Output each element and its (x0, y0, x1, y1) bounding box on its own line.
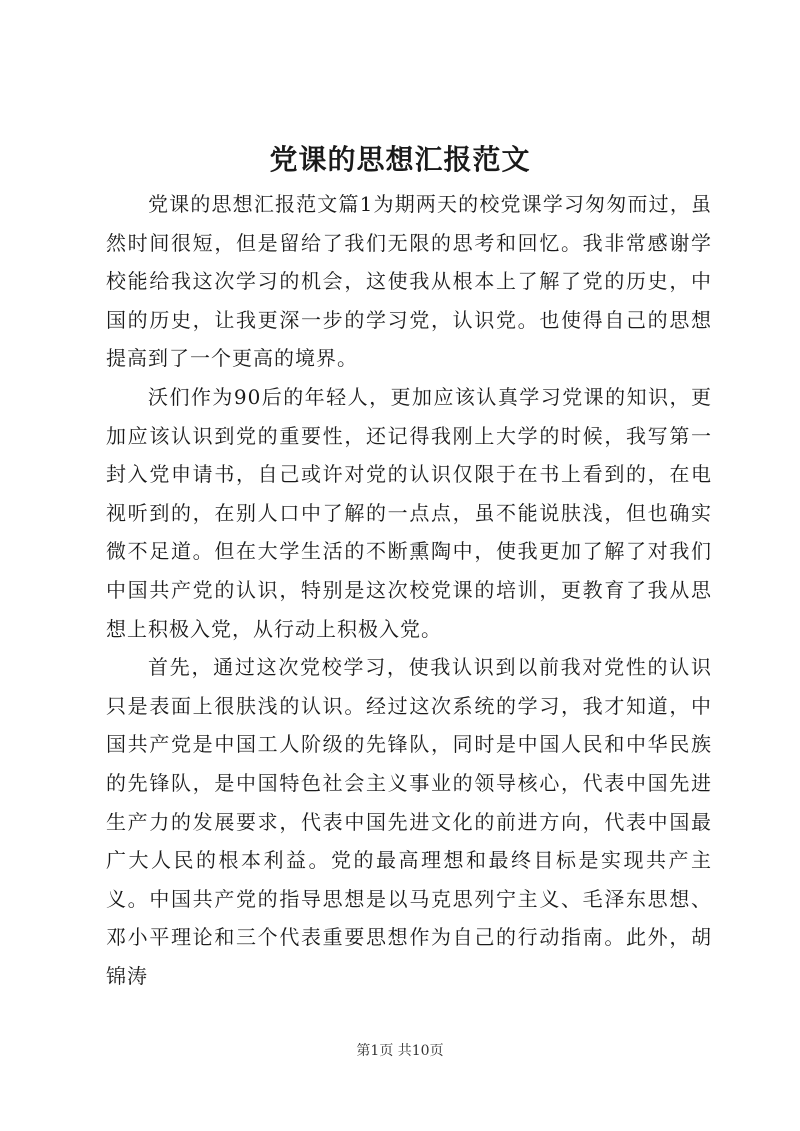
document-title: 党课的思想汇报范文 (269, 143, 531, 176)
paragraph-2: 沃们作为90后的年轻人，更加应该认真学习党课的知识，更加应该认识到党的重要性，还记得我刚上大学的时候，我写第一封入党申请书，自己或许对党的认识仅限于在书上看到的，在电视听到的，在别人口中了解的一点点，虽不能说肤浅，但也确实微不足道。但在大学生活的不断熏陶中，使我更加了解了对我们中国共产党的认识，特别是这次校党课的培训，更教育了我从思想上积极入党，从行动上积极入党。 (106, 384, 712, 641)
paragraph-3: 首先，通过这次党校学习，使我认识到以前我对党性的认识只是表面上很肤浅的认识。经过这次系统的学习，我才知道，中国共产党是中国工人阶级的先锋队，同时是中国人民和中华民族的先锋队，是中国特色社会主义事业的领导核心，代表中国先进生产力的发展要求，代表中国先进文化的前进方向，代表中国最广大人民的根本利益。党的最高理想和最终目标是实现共产主义。中国共产党的指导思想是以马克思列宁主义、毛泽东思想、邓小平理论和三个代表重要思想作为自己的行动指南。此外，胡锦涛 (106, 655, 712, 988)
paragraph-1: 党课的思想汇报范文篇1为期两天的校党课学习匆匆而过，虽然时间很短，但是留给了我们无限的思考和回忆。我非常感谢学校能给我这次学习的机会，这使我从根本上了解了党的历史，中国的历史，让我更深一步的学习党，认识党。也使得自己的思想提高到了一个更高的境界。 (106, 192, 712, 371)
page-footer (0, 1041, 800, 1061)
document-body (106, 185, 712, 995)
page-number: 第1页 共10页 (356, 1043, 444, 1059)
